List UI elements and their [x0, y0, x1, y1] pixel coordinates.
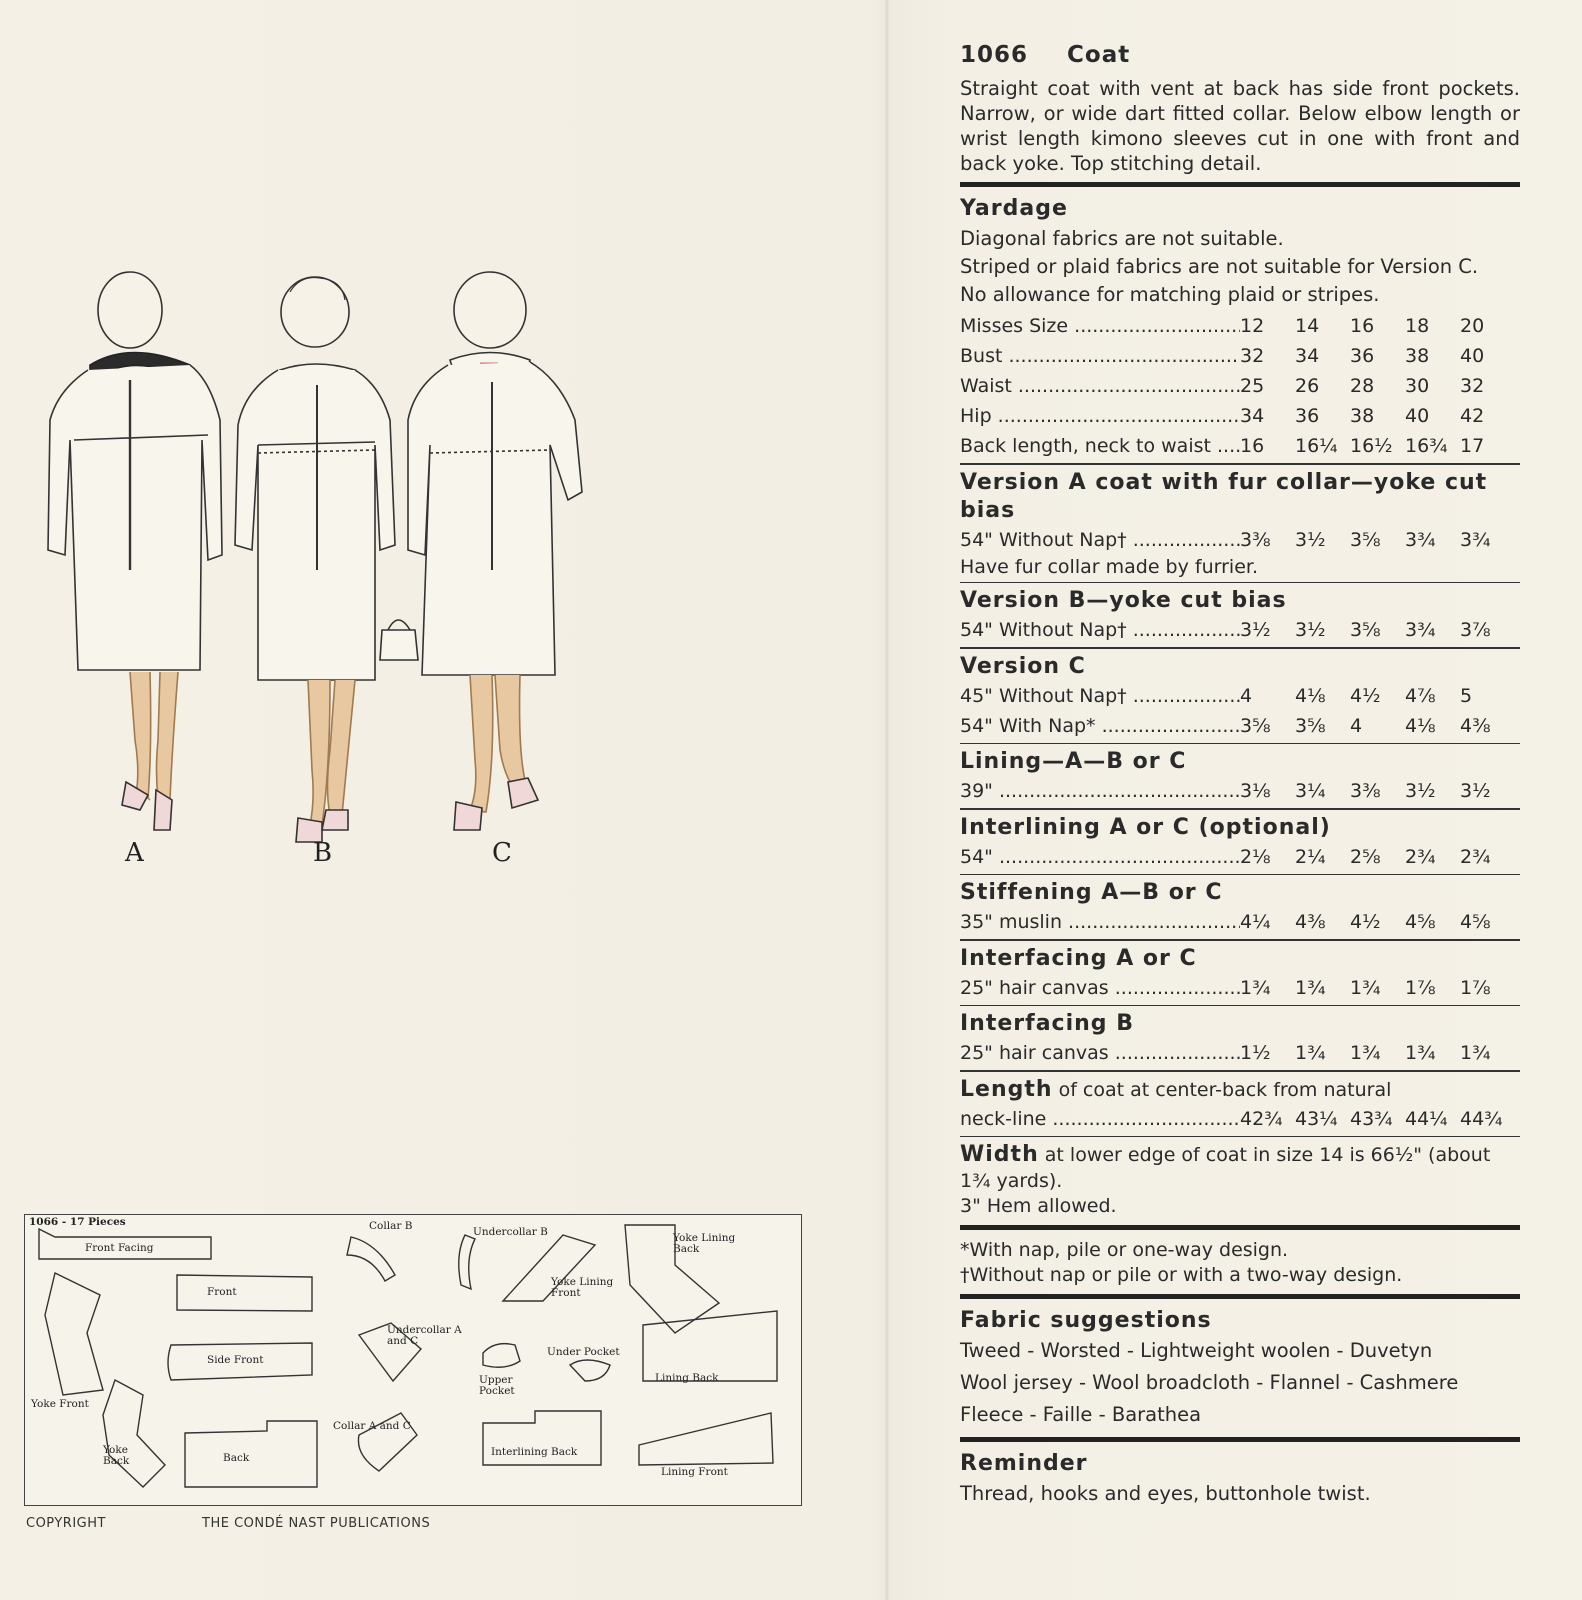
piece-label: Front [207, 1286, 237, 1298]
yardage-row [960, 681, 1520, 711]
piece-label: Undercollar A and C [387, 1324, 462, 1347]
footnote: *With nap, pile or one-way design. [960, 1239, 1289, 1261]
pattern-number: 1066 [960, 42, 1029, 68]
row-value: 43¾ [1350, 1107, 1393, 1130]
row-value: 2¾ [1460, 845, 1491, 868]
row-value: 16¾ [1405, 435, 1448, 457]
width-block [960, 1141, 1520, 1194]
row-label: 54" Without Nap† ..... [960, 615, 1240, 645]
row-value: 4⅜ [1460, 714, 1491, 737]
page-fold [885, 0, 889, 1600]
row-value: 30 [1405, 375, 1430, 397]
row-value: 3¾ [1460, 528, 1491, 551]
row-value: 2¼ [1295, 845, 1326, 868]
row-value: 3¾ [1405, 528, 1436, 551]
length-title: Length [960, 1076, 1053, 1102]
yardage-sections [960, 469, 1520, 1072]
row-value: 1¾ [1405, 1042, 1436, 1064]
pattern-name: Coat [1067, 42, 1131, 68]
row-value: 3⅞ [1460, 619, 1491, 641]
row-value: 40 [1460, 345, 1485, 367]
row-value: 38 [1405, 345, 1430, 367]
row-value: 43¼ [1295, 1107, 1338, 1130]
row-label: 54" With Nap* ..... [960, 711, 1240, 741]
section-divider [960, 1225, 1520, 1230]
row-value: 1¾ [1460, 1042, 1491, 1064]
row-label: 39" ..... [960, 776, 1240, 806]
section-divider [960, 1437, 1520, 1442]
section-divider [960, 182, 1520, 187]
row-value: 5 [1460, 684, 1473, 707]
row-value: 4 [1240, 684, 1253, 707]
section-title: Interfacing A or C [960, 945, 1197, 971]
fabric-line: Wool jersey - Wool broadcloth - Flannel - Cashmere [960, 1371, 1459, 1394]
row-label: Waist ..... [960, 371, 1240, 401]
table-divider [960, 874, 1520, 876]
table-divider [960, 463, 1520, 465]
row-value: 4⅝ [1460, 911, 1491, 933]
yardage-note: Striped or plaid fabrics are not suitable for Version C. [960, 255, 1479, 278]
copyright-text: COPYRIGHT [26, 1516, 106, 1531]
row-value: 3½ [1460, 780, 1491, 802]
row-label: 25" hair canvas ..... [960, 973, 1240, 1003]
piece-label: Back [223, 1452, 250, 1464]
section-title: Version A coat with fur collar—yoke cut bias [960, 469, 1488, 523]
row-value: 1¾ [1240, 976, 1271, 999]
row-value: 25 [1240, 375, 1265, 397]
row-value: 16¼ [1295, 435, 1338, 457]
version-label-b: B [313, 838, 333, 868]
row-value: 3⅝ [1240, 714, 1271, 737]
table-divider [960, 743, 1520, 745]
row-value: 1¾ [1295, 976, 1326, 999]
row-value: 4½ [1350, 911, 1381, 933]
row-value: 1¾ [1295, 1042, 1326, 1064]
table-divider [960, 582, 1520, 584]
row-value: 34 [1240, 405, 1265, 427]
table-divider [960, 1136, 1520, 1138]
row-value: 1¾ [1350, 976, 1381, 999]
piece-label: Front Facing [85, 1242, 154, 1254]
row-value: 4¼ [1240, 911, 1271, 933]
row-value: 42 [1460, 405, 1485, 427]
row-value: 40 [1405, 405, 1430, 427]
piece-label: Yoke Lining Back [673, 1232, 736, 1255]
yardage-column [960, 42, 1520, 1510]
piece-label: Lining Back [655, 1372, 719, 1384]
piece-label: Upper Pocket [479, 1374, 515, 1397]
row-value: 1½ [1240, 1042, 1271, 1064]
table-divider [960, 939, 1520, 941]
yardage-row [960, 711, 1520, 741]
row-value: 3¼ [1295, 780, 1326, 802]
row-label: 45" Without Nap† ..... [960, 681, 1240, 711]
row-value: 32 [1460, 375, 1485, 397]
row-value: 20 [1460, 315, 1485, 337]
yardage-row [960, 341, 1520, 371]
row-value: 32 [1240, 345, 1265, 367]
row-value: 17 [1460, 435, 1485, 457]
piece-label: Interlining Back [491, 1446, 578, 1458]
row-value: 1⅞ [1460, 976, 1491, 999]
piece-label: Under Pocket [547, 1346, 620, 1358]
coat-illustration [30, 270, 610, 890]
pattern-pieces-sheet [24, 1214, 802, 1506]
reminder-heading: Reminder [960, 1451, 1088, 1476]
section-title: Interlining A or C (optional) [960, 814, 1331, 840]
row-value: 18 [1405, 315, 1430, 337]
yardage-row [960, 907, 1520, 937]
yardage-note: Diagonal fabrics are not suitable. [960, 227, 1284, 250]
row-value: 44¼ [1405, 1107, 1448, 1130]
row-value: 3⅝ [1350, 528, 1381, 551]
length-block [960, 1076, 1520, 1104]
row-value: 42¾ [1240, 1107, 1283, 1130]
width-title: Width [960, 1142, 1039, 1167]
row-value: 36 [1350, 345, 1375, 367]
length-row [960, 1104, 1520, 1134]
section-title: Interfacing B [960, 1011, 1134, 1036]
row-value: 16 [1240, 435, 1265, 457]
row-label: 54" Without Nap† ..... [960, 525, 1240, 555]
yardage-row [960, 973, 1520, 1003]
length-text: of coat at center-back from natural [1058, 1078, 1392, 1101]
row-value: 4⅛ [1405, 714, 1436, 737]
row-label: 25" hair canvas ..... [960, 1038, 1240, 1068]
row-value: 3⅝ [1350, 619, 1381, 641]
row-value: 3½ [1405, 780, 1436, 802]
row-value: 3⅜ [1240, 528, 1271, 551]
row-value: 1¾ [1350, 1042, 1381, 1064]
row-value: 3⅛ [1240, 780, 1271, 802]
row-value: 2¾ [1405, 845, 1436, 868]
row-value: 3½ [1240, 619, 1271, 641]
row-value: 4⅞ [1405, 684, 1436, 707]
measurement-table [960, 311, 1520, 461]
row-label: Misses Size ..... [960, 311, 1240, 341]
yardage-note: No allowance for matching plaid or stripes. [960, 283, 1380, 306]
row-value: 38 [1350, 405, 1375, 427]
hem-note: 3" Hem allowed. [960, 1195, 1117, 1217]
row-value: 36 [1295, 405, 1320, 427]
pieces-title: 1066 - 17 Pieces [29, 1216, 126, 1228]
row-value: 4⅜ [1295, 911, 1326, 933]
yardage-heading: Yardage [960, 196, 1068, 221]
yardage-row [960, 431, 1520, 461]
section-note: Have fur collar made by furrier. [960, 555, 1258, 578]
width-text: at lower edge of coat in size 14 is 66½" (about 1¾ yards). [960, 1144, 1491, 1192]
pattern-header [960, 42, 1520, 68]
row-value: 28 [1350, 375, 1375, 397]
row-label: 35" muslin ..... [960, 907, 1240, 937]
row-label: 54" ..... [960, 842, 1240, 872]
row-value: 12 [1240, 315, 1265, 337]
table-divider [960, 647, 1520, 649]
row-value: 3½ [1295, 528, 1326, 551]
row-value: 26 [1295, 375, 1320, 397]
piece-label: Yoke Lining Front [551, 1276, 614, 1299]
row-value: 4½ [1350, 684, 1381, 707]
section-title: Stiffening A—B or C [960, 880, 1223, 905]
yardage-row [960, 311, 1520, 341]
yardage-row [960, 525, 1520, 555]
piece-label: Undercollar B [473, 1226, 548, 1238]
row-value: 3⅝ [1295, 714, 1326, 737]
section-divider [960, 1294, 1520, 1299]
row-value: 3⅜ [1350, 780, 1381, 802]
row-value: 16 [1350, 315, 1375, 337]
fabric-line: Tweed - Worsted - Lightweight woolen - Duvetyn [960, 1339, 1433, 1362]
table-divider [960, 808, 1520, 810]
pattern-description: Straight coat with vent at back has side front pockets. Narrow, or wide dart fitted collar. Below elbow length or wrist length kimono sleeves cut in one with front and back yoke. Top stitching detail. [960, 77, 1520, 175]
row-value: 4 [1350, 714, 1363, 737]
section-title: Lining—A—B or C [960, 749, 1187, 774]
row-value: 4⅝ [1405, 911, 1436, 933]
row-label: Bust ..... [960, 341, 1240, 371]
yardage-row [960, 842, 1520, 872]
row-value: 34 [1295, 345, 1320, 367]
row-value: 3¾ [1405, 619, 1436, 641]
row-label: neck-line ..... [960, 1104, 1240, 1134]
row-value: 44¾ [1460, 1107, 1503, 1130]
section-title: Version C [960, 653, 1086, 679]
table-divider [960, 1005, 1520, 1007]
row-label: Back length, neck to waist ..... [960, 431, 1240, 461]
footnote: †Without nap or pile or with a two-way design. [960, 1264, 1403, 1286]
yardage-row [960, 401, 1520, 431]
reminder-text: Thread, hooks and eyes, buttonhole twist. [960, 1482, 1371, 1505]
piece-label: Yoke Back [103, 1444, 130, 1467]
version-label-c: C [492, 838, 512, 868]
row-value: 1⅞ [1405, 976, 1436, 999]
piece-label: Yoke Front [31, 1398, 89, 1410]
piece-label: Collar A and C [333, 1420, 411, 1432]
piece-label: Lining Front [661, 1466, 728, 1478]
section-title: Version B—yoke cut bias [960, 588, 1287, 613]
row-value: 14 [1295, 315, 1320, 337]
row-value: 16½ [1350, 435, 1393, 457]
yardage-row [960, 615, 1520, 645]
row-value: 3½ [1295, 619, 1326, 641]
piece-label: Side Front [207, 1354, 264, 1366]
fabric-heading: Fabric suggestions [960, 1308, 1212, 1333]
yardage-row [960, 776, 1520, 806]
piece-label: Collar B [369, 1220, 413, 1232]
fabric-line: Fleece - Faille - Barathea [960, 1403, 1202, 1426]
publisher-text: THE CONDÉ NAST PUBLICATIONS [202, 1516, 431, 1531]
version-label-a: A [125, 838, 144, 868]
row-value: 2⅝ [1350, 845, 1381, 868]
row-value: 2⅛ [1240, 845, 1271, 868]
table-divider [960, 1070, 1520, 1072]
yardage-row [960, 1038, 1520, 1068]
yardage-row [960, 371, 1520, 401]
row-value: 4⅛ [1295, 684, 1326, 707]
row-label: Hip ..... [960, 401, 1240, 431]
